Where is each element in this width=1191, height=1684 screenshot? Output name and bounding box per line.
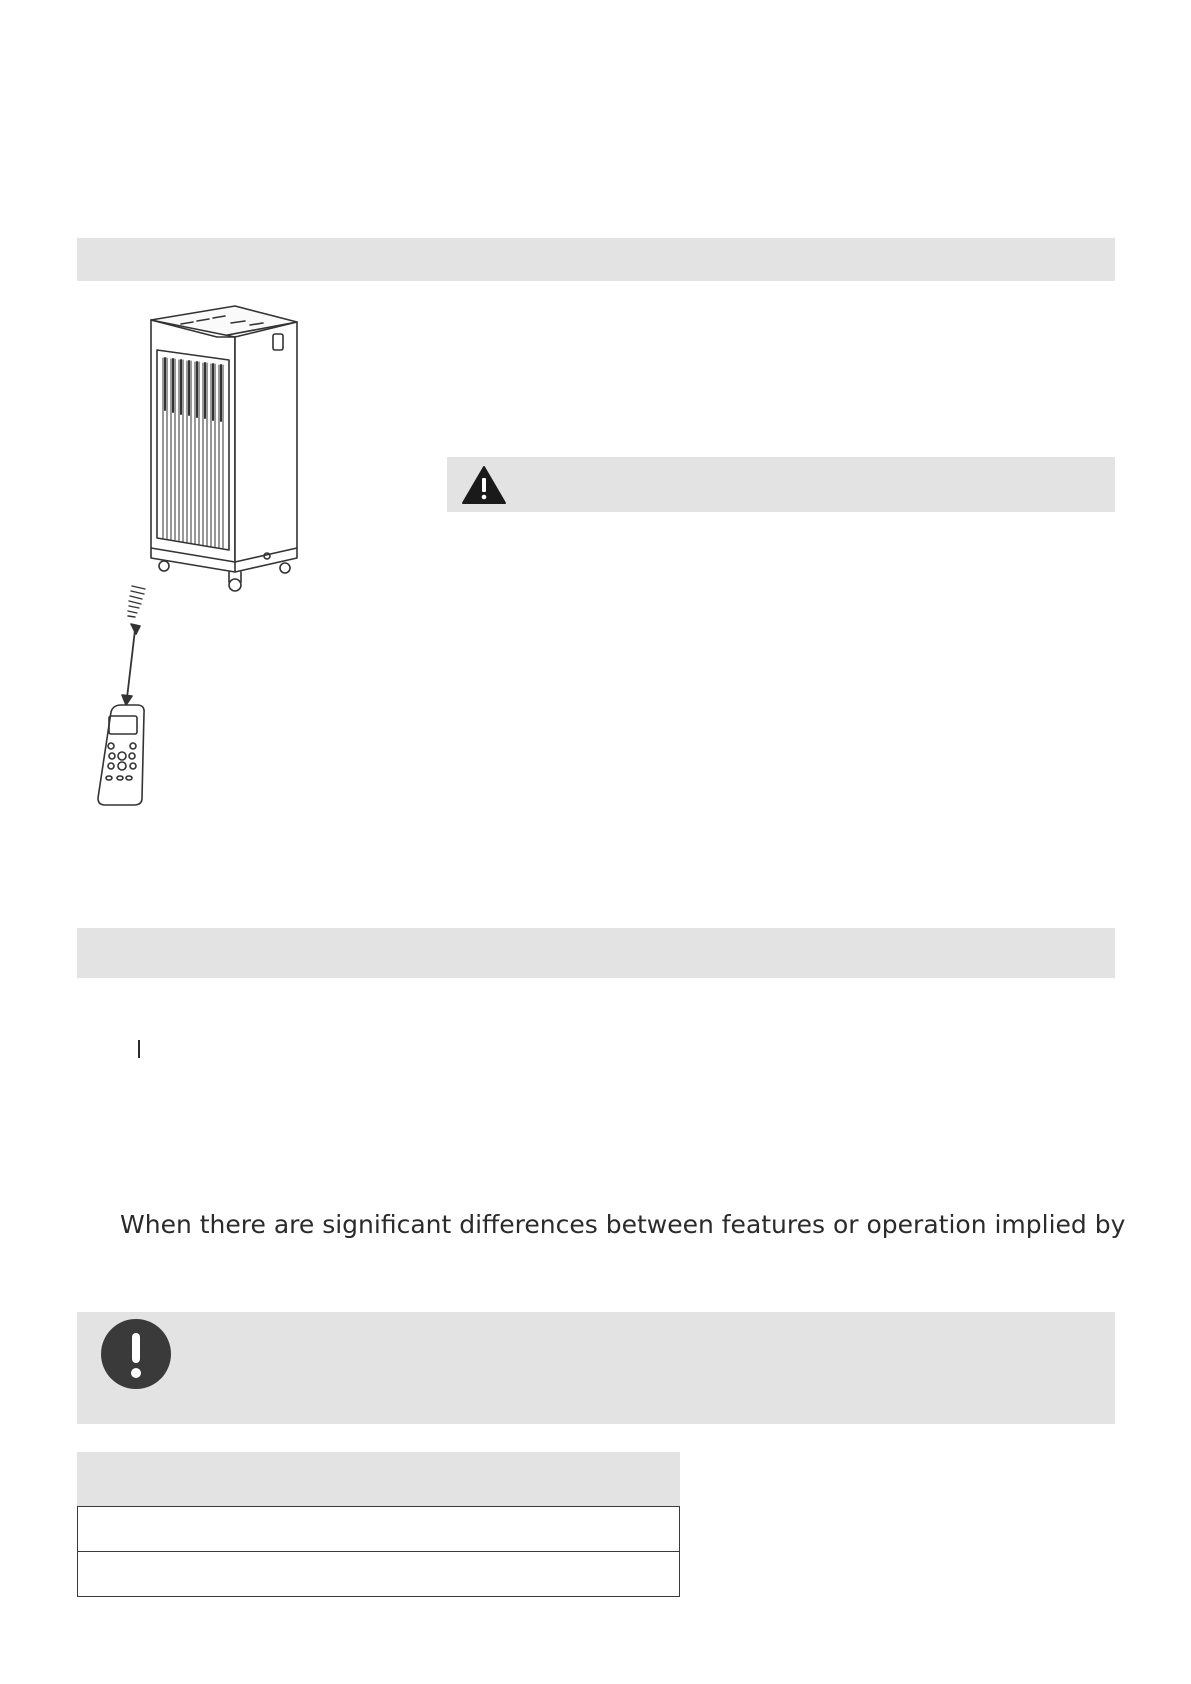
note-band bbox=[77, 1312, 1115, 1424]
section-header-band-2 bbox=[77, 928, 1115, 978]
warning-band bbox=[447, 457, 1115, 512]
table-cell bbox=[78, 1507, 680, 1552]
spec-table bbox=[77, 1506, 680, 1597]
table-row bbox=[78, 1507, 680, 1552]
remote-control bbox=[98, 705, 144, 805]
table-header bbox=[77, 1452, 680, 1506]
section-header-band bbox=[77, 238, 1115, 281]
table-row bbox=[78, 1552, 680, 1597]
exclamation-circle-icon bbox=[100, 1318, 172, 1390]
table-cell bbox=[78, 1552, 680, 1597]
warning-triangle-icon bbox=[461, 465, 507, 505]
unit-front bbox=[151, 320, 235, 562]
body-text: When there are significant differences between features or operation implied by bbox=[120, 1210, 1126, 1239]
text-cursor-mark bbox=[138, 1040, 140, 1058]
air-conditioner-illustration bbox=[85, 300, 315, 820]
